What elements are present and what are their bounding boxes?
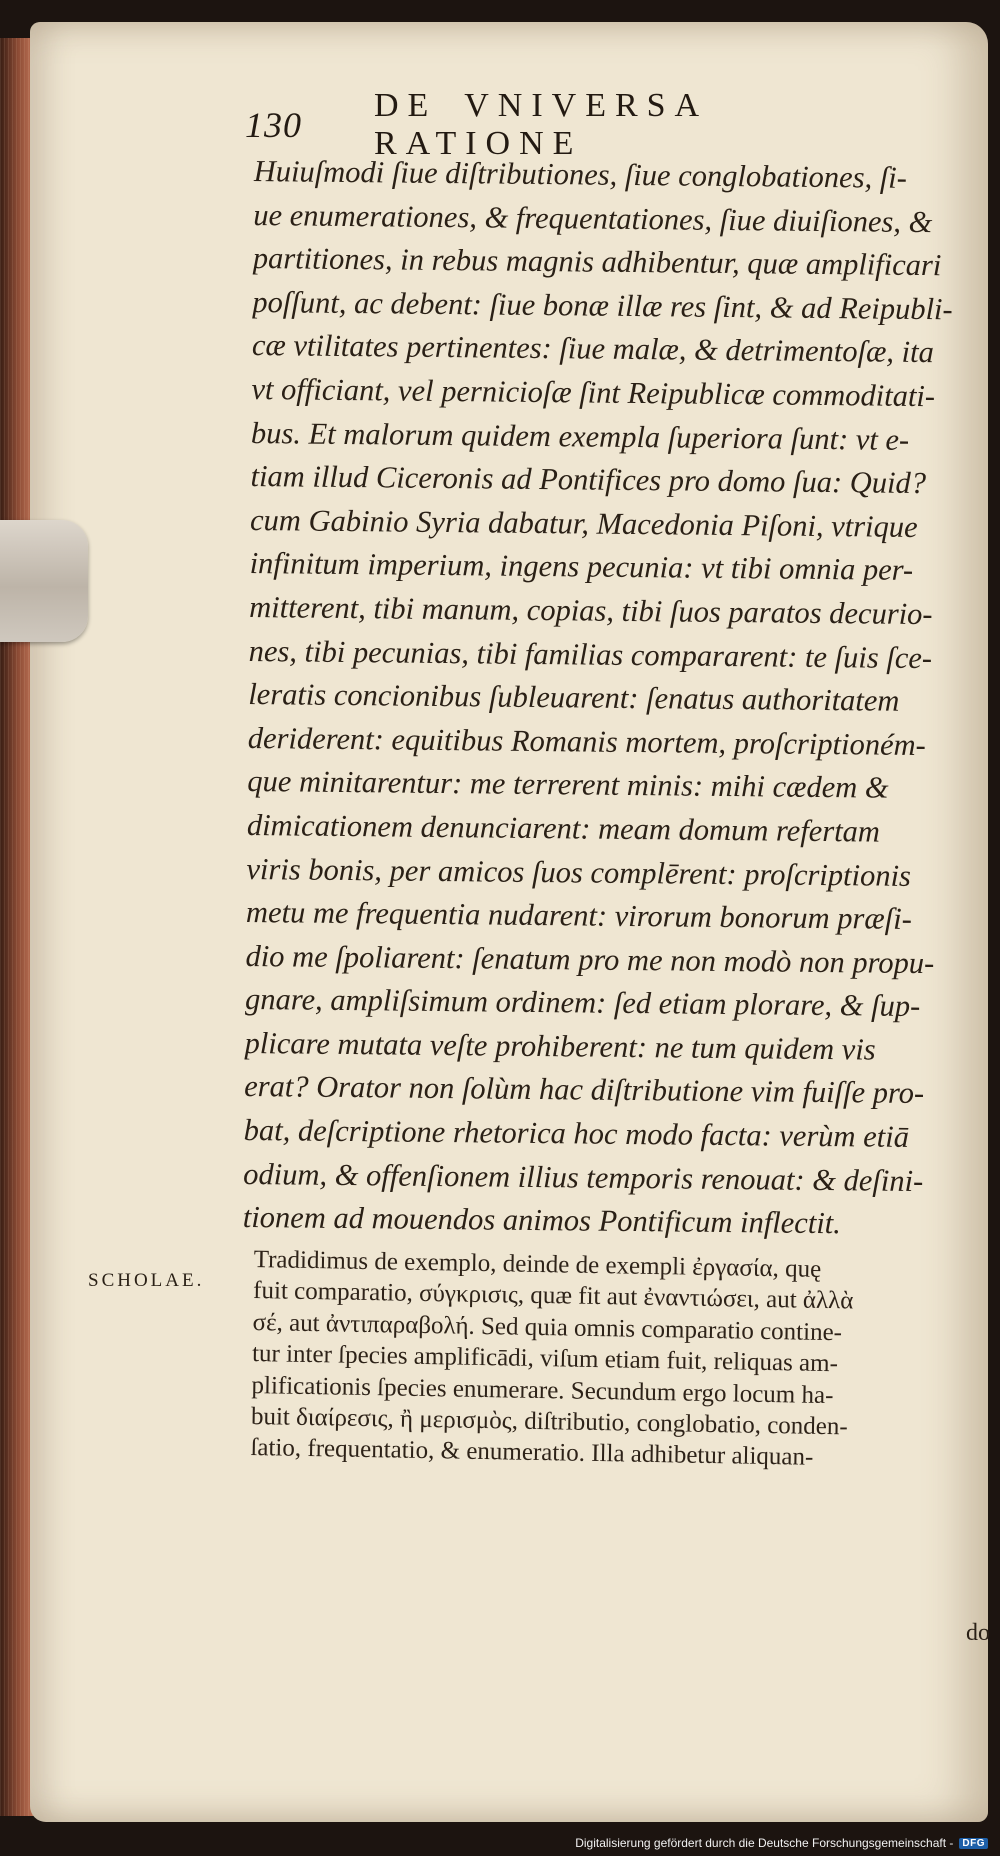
- text-line: ue enumerationes, & frequentationes, ſiue diuiſiones, &: [253, 197, 933, 239]
- text-line: dimicationem denunciarent: meam domum refertam: [246, 807, 881, 849]
- text-line: ſatio, frequentatio, & enumeratio. Illa adhibetur aliquan-: [250, 1434, 814, 1472]
- text-line: fuit comparatio, σύγκρισις, quæ fit aut ἐναντιώσει, aut ἀλλὰ: [252, 1277, 854, 1315]
- text-line: infinitum imperium, ingens pecunia: vt tibi omnia per-: [249, 546, 914, 588]
- catchword: do: [966, 1620, 990, 1646]
- text-line: bus. Et malorum quidem exempla ſuperiora ſunt: vt e-: [250, 415, 910, 457]
- text-line: gnare, ampliſsimum ordinem: ſed etiam plorare, & ſup-: [244, 982, 921, 1024]
- text-line: partitiones, in rebus magnis adhibentur, quæ amplificari: [252, 241, 942, 283]
- margin-note: SCHOLAE.: [88, 1270, 205, 1291]
- text-line: bat, deſcriptione rhetorica hoc modo facta: verùm etiā: [243, 1113, 910, 1154]
- running-title: DE VNIVERSA RATIONE: [374, 87, 707, 162]
- text-line: tiam illud Ciceronis ad Pontifices pro domo ſua: Quid?: [250, 459, 927, 501]
- text-line: cum Gabinio Syria dabatur, Macedonia Piſoni, vtrique: [249, 502, 918, 544]
- running-header: [245, 87, 905, 162]
- text-line: erat? Orator non ſolùm hac diſtributione vim fuiſſe pro-: [244, 1069, 925, 1111]
- text-line: plicare mutata veſte prohiberent: ne tum quidem vis: [244, 1025, 876, 1067]
- page-holder-clip: [0, 520, 88, 642]
- text-line: tionem ad mouendos animos Pontificum inflectit.: [242, 1200, 842, 1241]
- footer-credit: Digitalisierung gefördert durch die Deutsche Forschungsgemeinschaft -: [575, 1836, 954, 1850]
- text-line: viris bonis, per amicos ſuos complērent: proſcriptionis: [246, 851, 912, 893]
- text-line: deriderent: equitibus Romanis mortem, proſcriptioném-: [247, 720, 926, 762]
- dfg-logo: DFG: [959, 1838, 988, 1849]
- text-line: Tradidimus de exemplo, deinde de exempli ἐργασία, quę: [253, 1245, 822, 1283]
- digitization-footer: [575, 1836, 988, 1850]
- text-line: odium, & offenſionem illius temporis renouat: & deſini-: [243, 1156, 924, 1198]
- text-line: dio me ſpoliarent: ſenatum pro me non modò non propu-: [245, 938, 935, 980]
- text-line: leratis concionibus ſubleuarent: ſenatus authoritatem: [248, 677, 900, 718]
- text-line: σέ, aut ἀντιπαραβολή. Sed quia omnis comparatio contine-: [252, 1308, 843, 1347]
- italic-paragraph: [243, 150, 974, 1247]
- text-line: mitterent, tibi manum, copias, tibi ſuos paratos decurio-: [249, 589, 933, 632]
- roman-paragraph: [250, 1244, 974, 1476]
- text-line: metu me frequentia nudarent: virorum bonorum præſi-: [245, 895, 913, 937]
- text-line: nes, tibi pecunias, tibi familias compararent: te ſuis ſce-: [248, 633, 933, 675]
- text-line: Huiuſmodi ſiue diſtributiones, ſiue conglobationes, ſi-: [253, 153, 908, 195]
- text-line: que minitarentur: me terrerent minis: mihi cædem &: [247, 764, 889, 805]
- text-line: cæ vtilitates pertinentes: ſiue malæ, & detrimentoſæ, ita: [251, 328, 935, 370]
- text-line: plificationis ſpecies enumerare. Secundum ergo locum ha-: [251, 1371, 834, 1409]
- text-line: poſſunt, ac debent: ſiue bonæ illæ res ſint, & ad Reipubli-: [252, 284, 953, 327]
- text-line: tur inter ſpecies amplificādi, viſum etiam fuit, reliquas am-: [251, 1340, 839, 1378]
- text-line: vt officiant, vel pernicioſæ ſint Reipublicæ commoditati-: [251, 371, 936, 414]
- page-number: 130: [245, 105, 302, 145]
- text-line: buit διαίρεσις, ἢ μερισμὸς, diſtributio, conglobatio, conden-: [250, 1402, 848, 1441]
